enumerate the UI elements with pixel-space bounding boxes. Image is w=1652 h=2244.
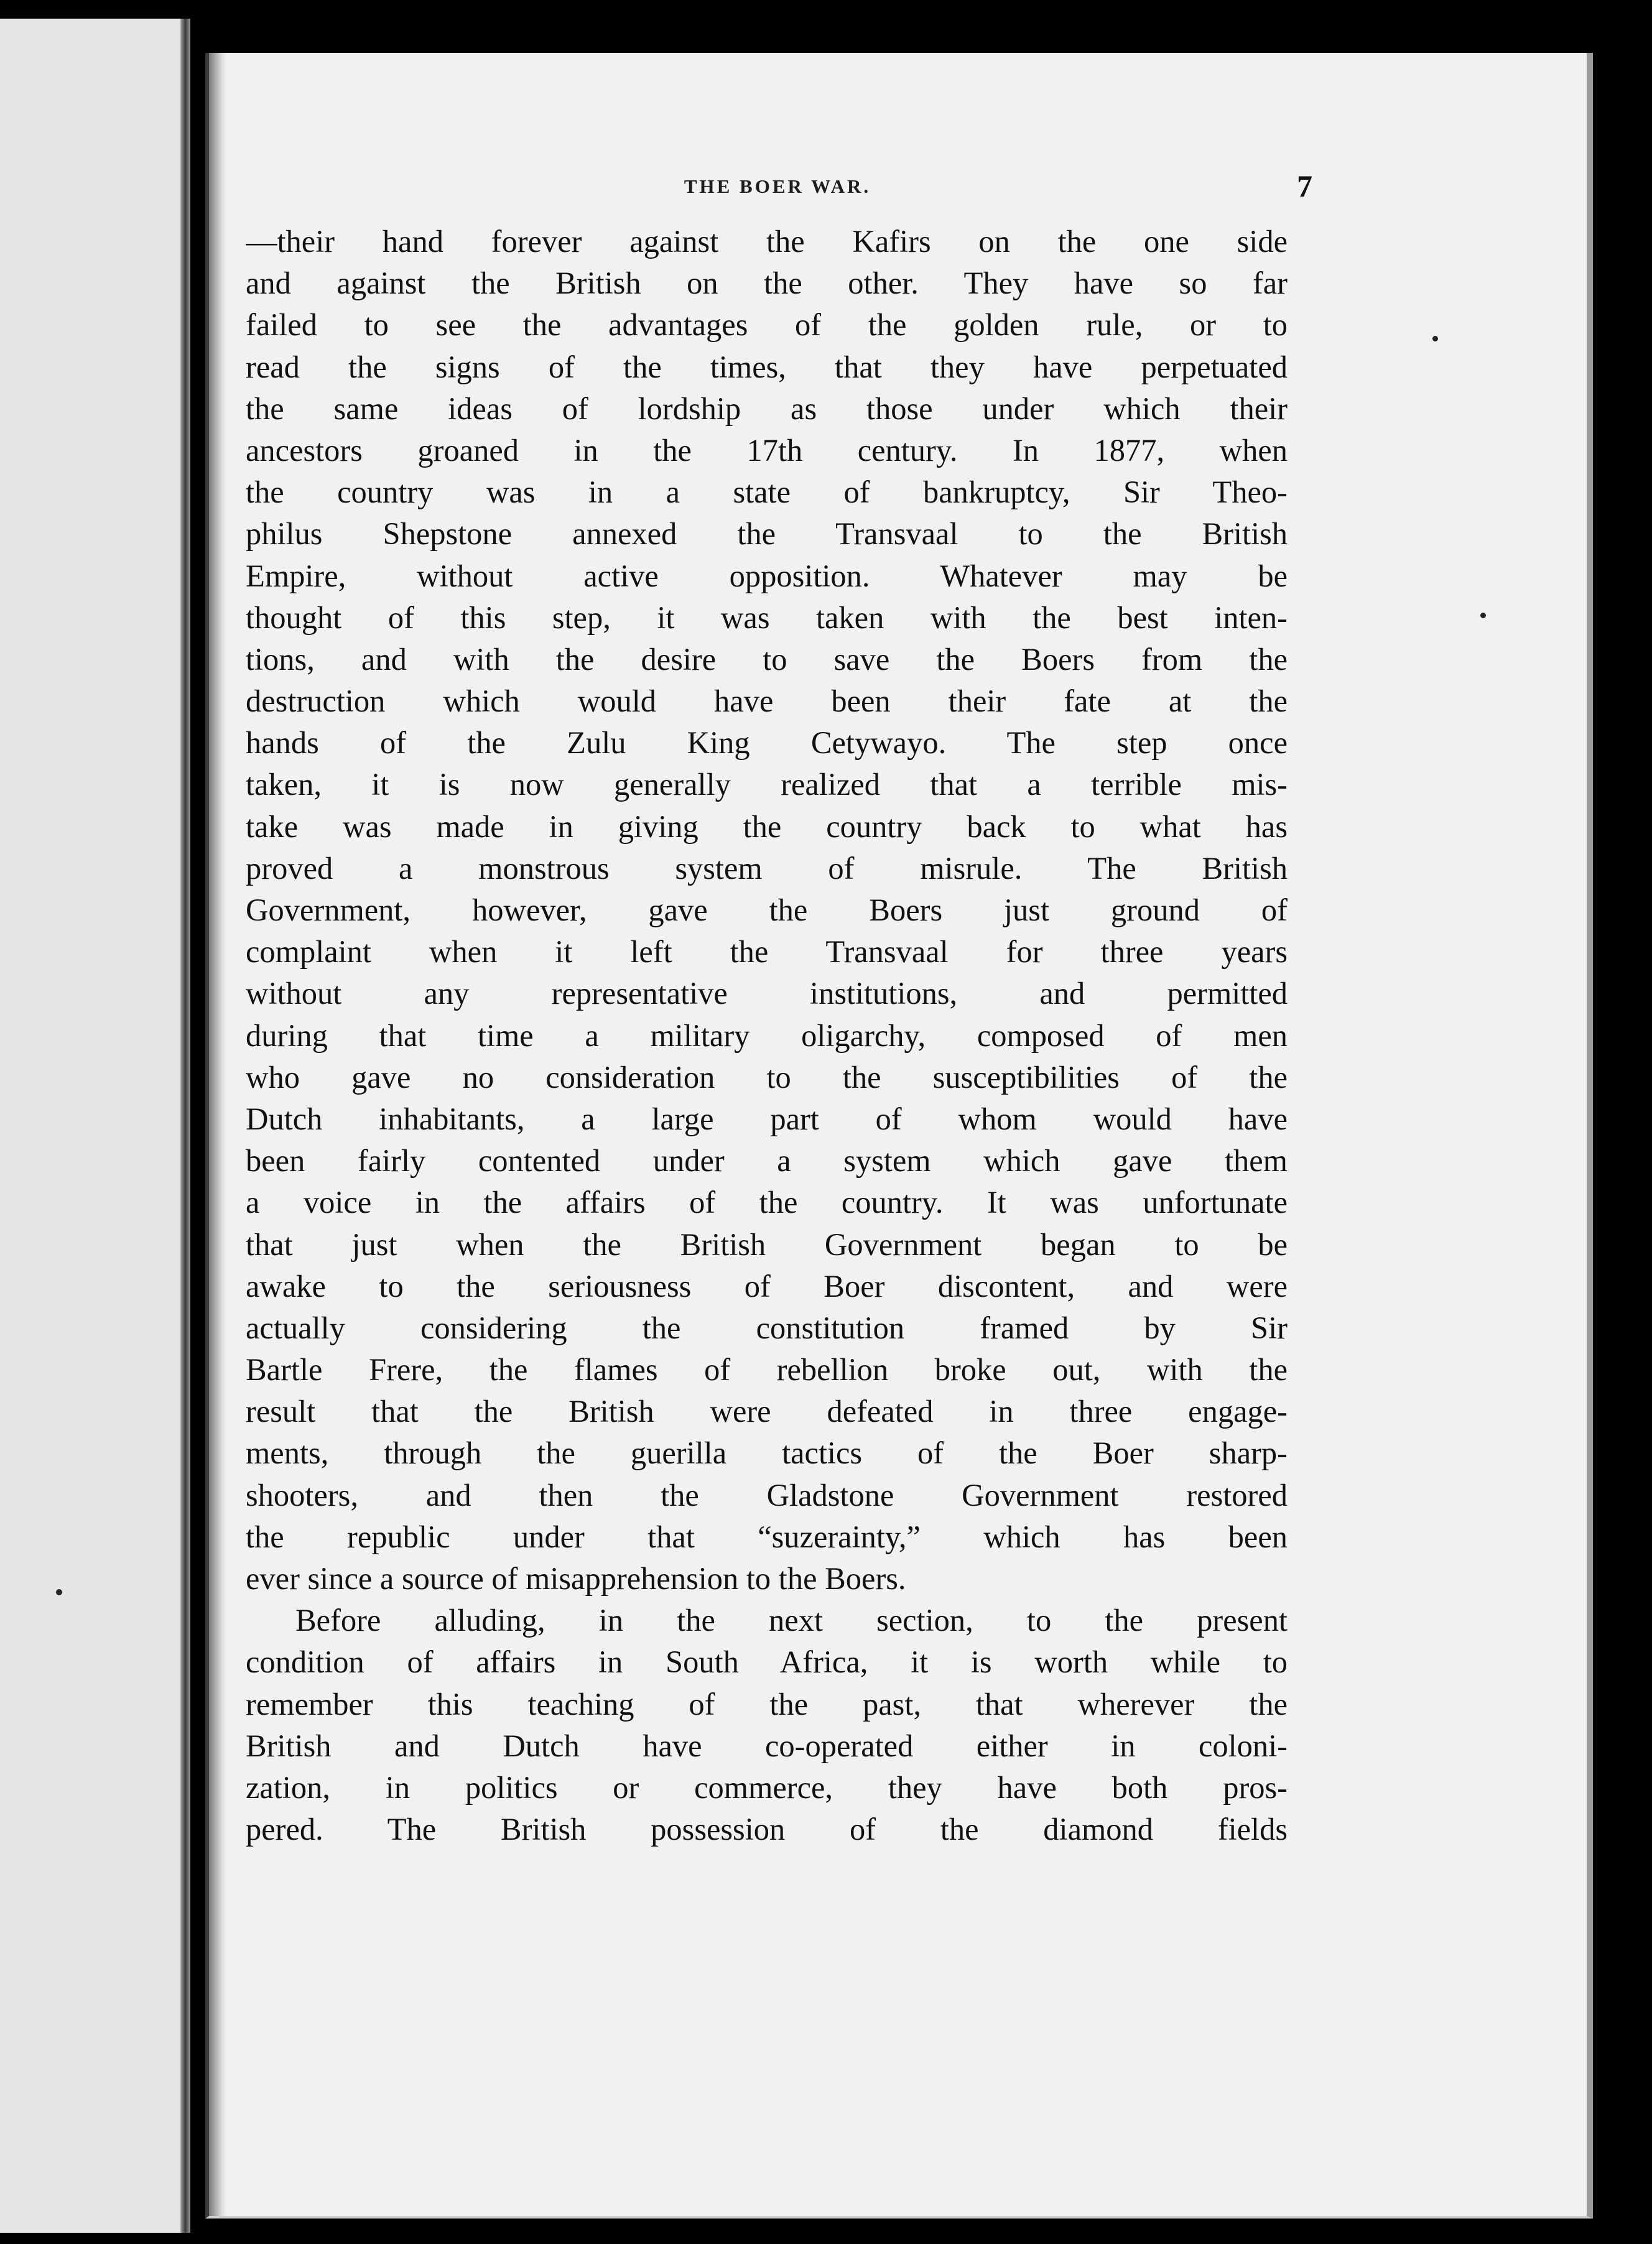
previous-page-edge [0,19,190,2233]
text-line: awake to the seriousness of Boer discontent, and were [246,1268,1288,1304]
text-line: that just when the British Government began to be [246,1226,1288,1262]
ink-speck [56,1589,62,1595]
text-line: failed to see the advantages of the golden rule, or to [246,307,1288,343]
text-line: shooters, and then the Gladstone Government restored [246,1477,1288,1513]
text-line: Government, however, gave the Boers just ground of [246,892,1288,927]
text-line: pered. The British possession of the diamond fields [246,1812,1288,1847]
text-line: destruction which would have been their fate at the [246,684,1288,719]
text-line: read the signs of the times, that they have perpetuated [246,349,1288,384]
text-line: complaint when it left the Transvaal for three years [246,934,1288,970]
text-line: during that time a military oligarchy, composed of men [246,1018,1288,1053]
text-line: the republic under that “suzerainty,” which has been [246,1519,1288,1554]
text-line: ancestors groaned in the 17th century. In 1877, when [246,432,1288,468]
text-line: proved a monstrous system of misrule. The British [246,850,1288,886]
text-line: take was made in giving the country back to what has [246,809,1288,844]
running-head [243,168,1312,205]
text-line: taken, it is now generally realized that a terrible mis- [246,767,1288,802]
book-spine [180,19,190,2233]
text-line: Empire, without active opposition. Whatever may be [246,558,1288,593]
text-line: who gave no consideration to the susceptibilities of the [246,1059,1288,1095]
text-line: tions, and with the desire to save the Boers from the [246,641,1288,677]
running-title: THE BOER WAR. [684,175,871,197]
text-line: the country was in a state of bankruptcy, Sir Theo- [246,475,1288,510]
text-line: zation, in politics or commerce, they have both pros- [246,1769,1288,1805]
text-line: thought of this step, it was taken with the best inten- [246,600,1288,635]
body-text [246,221,1288,1850]
text-line: without any representative institutions, and permitted [246,976,1288,1011]
paragraph-start-line: Before alluding, in the next section, to the present [295,1603,1288,1638]
text-line: been fairly contented under a system which gave them [246,1143,1288,1179]
text-line: condition of affairs in South Africa, it is worth while to [246,1644,1288,1680]
paragraph-end-line: ever since a source of misapprehension to the Boers. [246,1561,906,1596]
text-line: a voice in the affairs of the country. It was unfortunate [246,1185,1288,1220]
page-number: 7 [1297,169,1312,203]
text-line: and against the British on the other. They have so far [246,266,1288,301]
text-line: British and Dutch have co-operated either in coloni- [246,1728,1288,1763]
text-line: remember this teaching of the past, that wherever the [246,1686,1288,1722]
text-line: philus Shepstone annexed the Transvaal to the British [246,516,1288,552]
page-gutter-shadow [209,53,226,2216]
ink-speck [1480,613,1486,618]
text-line: —their hand forever against the Kafirs on the one side [246,224,1288,259]
text-line: actually considering the constitution framed by Sir [246,1310,1288,1345]
text-line: Dutch inhabitants, a large part of whom would have [246,1101,1288,1136]
ink-speck [1432,336,1438,341]
text-line: Bartle Frere, the flames of rebellion broke out, with the [246,1352,1288,1388]
text-line: the same ideas of lordship as those under which their [246,391,1288,426]
text-line: result that the British were defeated in three engage- [246,1394,1288,1429]
text-line: ments, through the guerilla tactics of the Boer sharp- [246,1435,1288,1471]
text-line: hands of the Zulu King Cetywayo. The step once [246,725,1288,761]
